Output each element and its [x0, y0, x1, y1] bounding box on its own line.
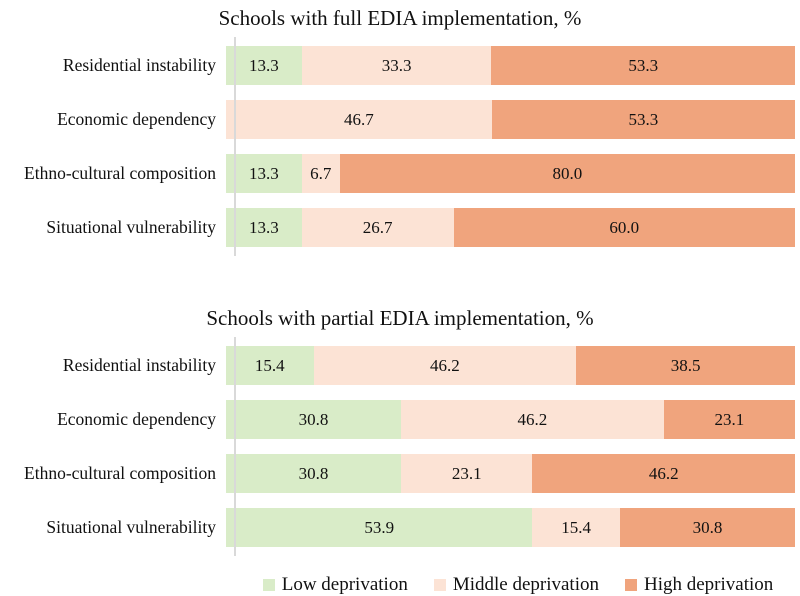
bar-segment-high-deprivation: 80.0	[340, 154, 795, 193]
legend-label-low-deprivation: Low deprivation	[281, 574, 408, 595]
stacked-bar	[226, 400, 795, 439]
bar-segment-low-deprivation: 15.4	[226, 346, 314, 385]
bar-row	[0, 46, 795, 85]
plot-area-partial-edia	[0, 337, 800, 556]
category-label: Situational vulnerability	[46, 517, 216, 537]
stacked-bar	[226, 208, 795, 247]
category-label: Ethno-cultural composition	[24, 463, 216, 483]
bar-segment-middle-deprivation: 15.4	[532, 508, 620, 547]
bar-segment-high-deprivation: 30.8	[620, 508, 795, 547]
bar-row	[0, 400, 795, 439]
category-label: Situational vulnerability	[46, 217, 216, 237]
bar-row	[0, 346, 795, 385]
bar-segment-high-deprivation: 23.1	[664, 400, 795, 439]
bar-row	[0, 100, 795, 139]
bar-segment-low-deprivation: 13.3	[226, 208, 302, 247]
bar-segment-middle-deprivation: 6.7	[302, 154, 340, 193]
low-deprivation-swatch-icon	[263, 579, 275, 591]
bar-row	[0, 154, 795, 193]
bar-segment-middle-deprivation: 23.1	[401, 454, 532, 493]
bar-row	[0, 208, 795, 247]
bar-segment-high-deprivation: 38.5	[576, 346, 795, 385]
plot-area-full-edia	[0, 37, 800, 256]
stacked-bar	[226, 100, 795, 139]
bar-row	[0, 508, 795, 547]
legend-label-high-deprivation: High deprivation	[644, 574, 774, 595]
bar-segment-middle-deprivation: 33.3	[302, 46, 492, 85]
bar-segment-high-deprivation: 60.0	[454, 208, 795, 247]
legend	[236, 574, 800, 596]
category-label: Economic dependency	[57, 109, 216, 129]
category-label: Residential instability	[62, 355, 216, 375]
bar-segment-high-deprivation: 53.3	[491, 46, 795, 85]
bar-segment-low-deprivation: 30.8	[226, 400, 401, 439]
stacked-bar	[226, 46, 795, 85]
legend-item-low-deprivation	[263, 574, 408, 596]
stacked-bar	[226, 508, 795, 547]
legend-item-high-deprivation	[625, 574, 773, 596]
middle-deprivation-swatch-icon	[434, 579, 446, 591]
category-label: Residential instability	[62, 55, 216, 75]
chart-title-partial-edia: Schools with partial EDIA implementation, %	[206, 306, 594, 330]
bar-segment-low-deprivation: 13.3	[226, 154, 302, 193]
chart-full-edia	[0, 0, 800, 256]
stacked-bar	[226, 346, 795, 385]
stacked-bar	[226, 154, 795, 193]
bar-row	[0, 454, 795, 493]
chart-title-full-edia: Schools with full EDIA implementation, %	[218, 6, 582, 30]
category-label: Ethno-cultural composition	[24, 163, 216, 183]
high-deprivation-swatch-icon	[625, 579, 637, 591]
legend-label-middle-deprivation: Middle deprivation	[452, 574, 599, 595]
stacked-bar	[226, 454, 795, 493]
bar-segment-middle-deprivation: 26.7	[302, 208, 454, 247]
category-label: Economic dependency	[57, 409, 216, 429]
bar-segment-middle-deprivation: 46.2	[401, 400, 664, 439]
chart-partial-edia	[0, 305, 800, 556]
bar-segment-low-deprivation: 30.8	[226, 454, 401, 493]
bar-segment-middle-deprivation: 46.2	[314, 346, 577, 385]
legend-item-middle-deprivation	[434, 574, 599, 596]
bar-segment-middle-deprivation: 46.7	[226, 100, 492, 139]
bar-segment-low-deprivation: 53.9	[226, 508, 532, 547]
bar-segment-high-deprivation: 46.2	[532, 454, 795, 493]
bar-segment-low-deprivation: 13.3	[226, 46, 302, 85]
bar-segment-high-deprivation: 53.3	[492, 100, 795, 139]
